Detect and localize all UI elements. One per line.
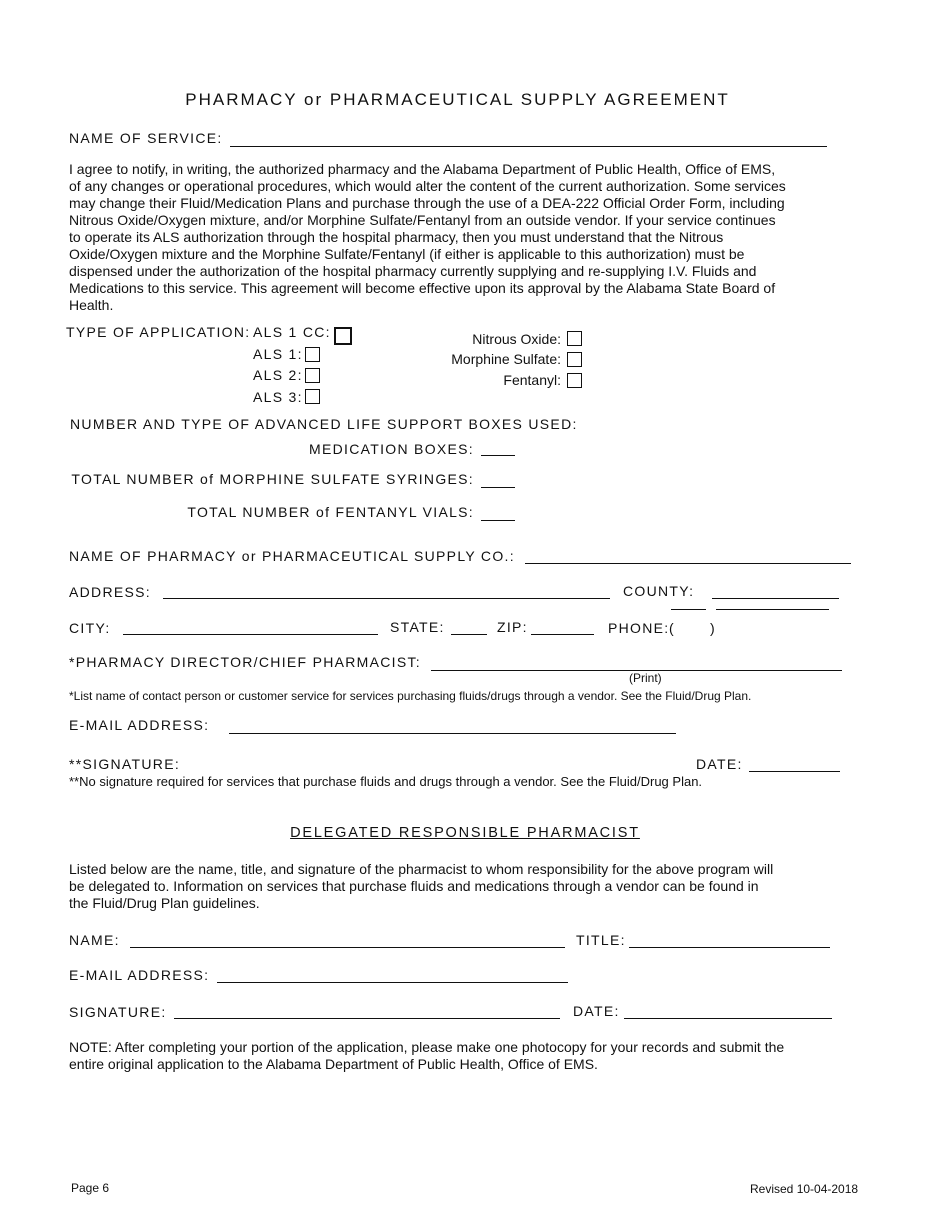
page-title: PHARMACY or PHARMACEUTICAL SUPPLY AGREEMENT [185, 90, 730, 109]
note-paragraph [69, 1039, 889, 1073]
delegated-line: be delegated to. Information on services that purchase fluids and medications through a vendor can be found in [69, 878, 759, 894]
county-field[interactable] [712, 598, 839, 599]
als-1-label: ALS 1: [253, 346, 303, 362]
nitrous-oxide-label: Nitrous Oxide: [472, 331, 561, 347]
agreement-line: I agree to notify, in writing, the authorized pharmacy and the Alabama Department of Public Health, Office of EMS, [69, 161, 776, 177]
director-label: *PHARMACY DIRECTOR/CHIEF PHARMACIST: [69, 654, 421, 670]
print-note: (Print) [629, 671, 662, 685]
agreement-line: of any changes or operational procedures, which would alter the content of the current authorization. Some services [69, 178, 786, 194]
county-label: COUNTY: [623, 583, 695, 599]
delegated-line: the Fluid/Drug Plan guidelines. [69, 895, 260, 911]
als-1cc-checkbox[interactable] [334, 327, 352, 345]
city-label: CITY: [69, 620, 111, 636]
phone-number-field[interactable] [716, 609, 829, 610]
als-2-checkbox[interactable] [305, 368, 320, 383]
agreement-line: Nitrous Oxide/Oxygen mixture, and/or Morphine Sulfate/Fentanyl from an outside vendor. If your service continues [69, 212, 776, 228]
phone-label: PHONE: [608, 620, 670, 636]
delegated-email-label: E-MAIL ADDRESS: [69, 967, 210, 983]
fentanyl-label: Fentanyl: [503, 372, 561, 388]
email-label: E-MAIL ADDRESS: [69, 717, 210, 733]
zip-label: ZIP: [497, 619, 528, 635]
delegated-heading [0, 825, 930, 841]
agreement-line: dispensed under the authorization of the hospital pharmacy currently supplying and re-supplying I.V. Fluids and [69, 263, 757, 279]
address-label: ADDRESS: [69, 584, 151, 600]
delegated-name-label: NAME: [69, 932, 120, 948]
date-field[interactable] [749, 771, 840, 772]
city-field[interactable] [123, 634, 378, 635]
page-number: Page 6 [71, 1181, 110, 1195]
fentanyl-checkbox[interactable] [567, 373, 582, 388]
phone-close-paren: ) [710, 620, 715, 636]
als-1-checkbox[interactable] [305, 347, 320, 362]
delegated-date-field[interactable] [624, 1018, 832, 1019]
signature-footnote: **No signature required for services that purchase fluids and drugs through a vendor. See the Fluid/Drug Plan. [69, 774, 703, 789]
als-3-checkbox[interactable] [305, 389, 320, 404]
als-boxes-heading: NUMBER AND TYPE OF ADVANCED LIFE SUPPORT BOXES USED: [70, 416, 578, 432]
name-of-service-field[interactable] [230, 146, 827, 147]
note-line: entire original application to the Alabama Department of Public Health, Office of EMS. [69, 1056, 598, 1072]
address-field[interactable] [163, 598, 610, 599]
agreement-line: Oxide/Oxygen mixture and the Morphine Sulfate/Fentanyl (if either is applicable to this authorization) must be [69, 246, 745, 262]
delegated-signature-field[interactable] [174, 1018, 560, 1019]
director-footnote: *List name of contact person or customer service for services purchasing fluids/drugs through a vendor. See the Fluid/Drug Plan. [69, 689, 752, 703]
als-3-label: ALS 3: [253, 389, 303, 405]
delegated-heading-text: DELEGATED RESPONSIBLE PHARMACIST [290, 825, 640, 841]
agreement-line: Medications to this service. This agreement will become effective upon its approval by the Alabama State Board of [69, 280, 776, 296]
morphine-sulfate-checkbox[interactable] [567, 352, 582, 367]
morphine-sulfate-label: Morphine Sulfate: [451, 351, 561, 367]
delegated-title-label: TITLE: [576, 932, 626, 948]
phone-open-paren: ( [669, 620, 674, 636]
name-of-service-label: NAME OF SERVICE: [69, 130, 223, 146]
date-label: DATE: [696, 756, 743, 772]
agreement-line: may change their Fluid/Medication Plans and purchase through the use of a DEA-222 Official Order Form, including [69, 195, 785, 211]
medication-boxes-field[interactable] [481, 455, 515, 456]
delegated-title-field[interactable] [629, 947, 830, 948]
agreement-line: to operate its ALS authorization through the hospital pharmacy, then you must understand that the Nitrous [69, 229, 724, 245]
als-1cc-label: ALS 1 CC: [253, 324, 331, 340]
delegated-name-field[interactable] [130, 947, 565, 948]
delegated-paragraph [69, 861, 879, 912]
medication-boxes-label: MEDICATION BOXES: [309, 441, 474, 457]
delegated-date-label: DATE: [573, 1003, 620, 1019]
delegated-signature-label: SIGNATURE: [69, 1004, 167, 1020]
agreement-line: Health. [69, 297, 114, 313]
agreement-paragraph [69, 161, 879, 314]
pharmacy-name-field[interactable] [525, 563, 851, 564]
revised-date: Revised 10-04-2018 [750, 1182, 859, 1196]
zip-field[interactable] [531, 634, 594, 635]
state-label: STATE: [390, 619, 445, 635]
fentanyl-vials-label: TOTAL NUMBER of FENTANYL VIALS: [187, 504, 474, 520]
morphine-syringes-label: TOTAL NUMBER of MORPHINE SULFATE SYRINGES: [71, 471, 474, 487]
note-line: NOTE: After completing your portion of the application, please make one photocopy for your records and submit the [69, 1039, 785, 1055]
fentanyl-vials-field[interactable] [481, 520, 515, 521]
signature-label: **SIGNATURE: [69, 756, 181, 772]
delegated-email-field[interactable] [217, 982, 568, 983]
email-field[interactable] [229, 733, 676, 734]
morphine-syringes-field[interactable] [481, 487, 515, 488]
delegated-line: Listed below are the name, title, and signature of the pharmacist to whom responsibility for the above program will [69, 861, 774, 877]
als-2-label: ALS 2: [253, 367, 303, 383]
state-field[interactable] [451, 634, 487, 635]
nitrous-oxide-checkbox[interactable] [567, 331, 582, 346]
pharmacy-name-label: NAME OF PHARMACY or PHARMACEUTICAL SUPPLY CO.: [69, 548, 515, 564]
type-of-application-label: TYPE OF APPLICATION: [66, 324, 251, 340]
phone-area-code-field[interactable] [671, 609, 706, 610]
